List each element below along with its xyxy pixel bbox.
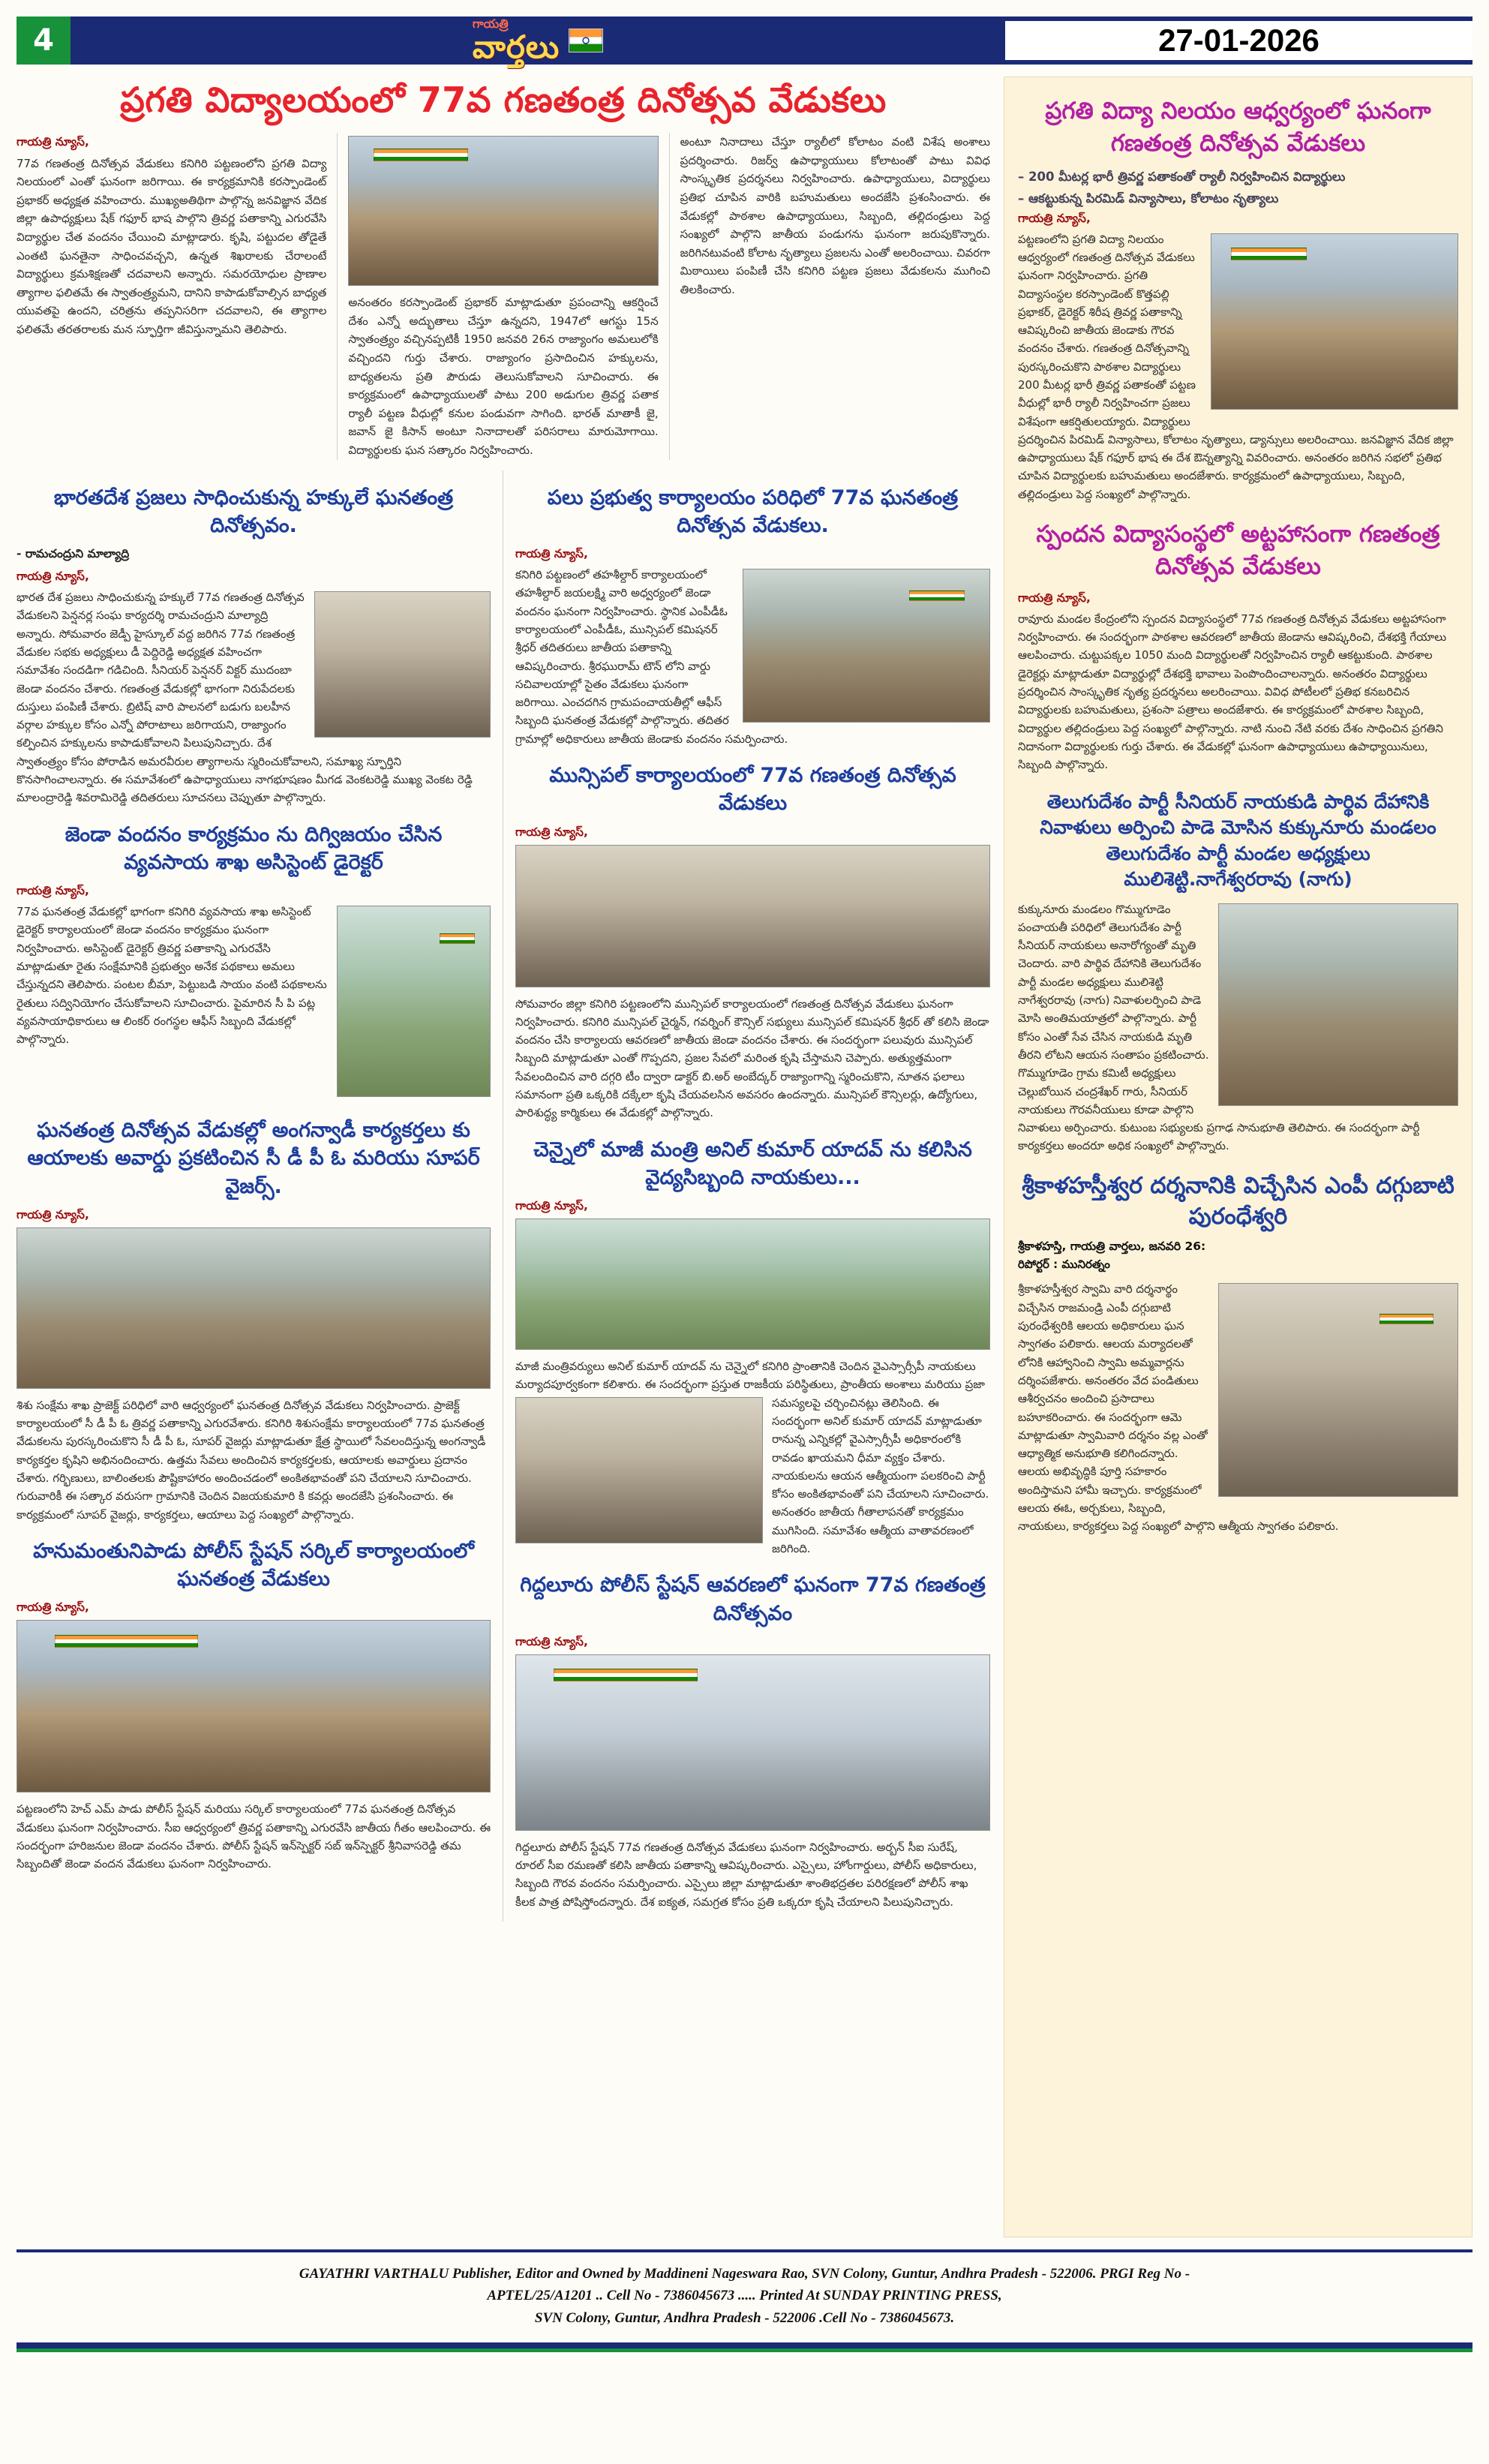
article-anganwadi [17,1116,491,1524]
article-headline: ప్రగతి విద్యా నిలయం ఆధ్వర్యంలో ఘనంగా గణతంత్ర దినోత్సవ వేడుకలు [1045,98,1431,158]
lead-column-1 [17,133,337,459]
headline-bullet: – 200 మీటర్ల భారీ త్రివర్ణ పతాకంతో ర్యాలీ నిర్వహించిన విద్యార్థులు [1018,169,1346,184]
news-kicker: గాయత్రి న్యూస్, [1018,590,1091,605]
article-photo [314,591,491,738]
right-column [1004,77,1472,2237]
article-headline: గిద్దలూరు పోలీస్ స్టేషన్ ఆవరణలో ఘనంగా 77వ గణతంత్ర దినోత్సవం [520,1573,986,1625]
masthead-text [473,18,560,63]
india-flag-icon [569,29,603,53]
article-headline: జెండా వందనం కార్యక్రమం ను దిగ్విజయం చేసిన వ్యవసాయ శాఖ అసిస్టెంట్ డైరెక్టర్ [65,822,443,874]
edition-date: 27-01-2026 [1005,17,1472,65]
news-kicker: గాయత్రి న్యూస్, [17,569,89,584]
article-headline: ఘనతంత్ర దినోత్సవ వేడుకల్లో అంగన్వాడీ కార్యకర్తలు కు ఆయాలకు అవార్డు ప్రకటించిన సీ డీ పీ ఓ మరియు సూపర్ వైజర్స్. [27,1119,480,1198]
article-govt-offices [515,484,990,748]
article-photo [337,906,491,1097]
imprint-line-3: SVN Colony, Guntur, Andhra Pradesh - 522006 .Cell No - 7386045673. [534,2309,955,2326]
lead-article [17,80,990,460]
article-tdp-tribute [1018,789,1458,1155]
lead-article-photo [348,136,658,286]
article-giddalur-police [515,1571,990,1911]
article-body: భారత దేశ ప్రజలు సాధించుకున్న హక్కులే 77వ గణతంత్ర దినోత్సవ వేడుకలని పెన్షనర్ల సంఘ కార్యదర్శి రామచంద్రుని మాల్యాద్రి అన్నారు. సోమవారం జెడ్పీ హైస్కూల్ వద్ద జరిగిన 77వ గణతంత్ర వేడుకల సభకు అధ్యక్షులు డీ పెద్దిరెడ్డి అధ్యక్షత వహించగా సమావేశం సందడిగా గడిచింది. సీనియర్ పెన్షనర్ విక్టర్ ముదంబా జెండా వందనం చేశారు. గణతంత్ర వేడుకల్లో భాగంగా నిరుపేదలకు దుస్తులు పంపిణీ చేశారు. బ్రిటిష్ వారి పాలనలో బడుగు బలహీన వర్గాల హక్కుల కోసం ఎన్నో పోరాటాలు జరిగాయని, రాజ్యాంగం కల్పించిన హక్కులను కాపాడుకోవాలని పిలుపునిచ్చారు. దేశ స్వాతంత్ర్యం కోసం పోరాడిన అమరవీరుల త్యాగాలను స్మరించుకోవాలని, సమాఖ్య స్ఫూర్తిని కొనసాగించాలన్నారు. ఈ సమావేశంలో ఉపాధ్యాయులు నాగభూషణం మీగడ వెంకటరెడ్డి ముఖ్య వెంకట రెడ్డి మాలంద్రారెడ్డి శివరామిరెడ్డి తదితరులు సూచనలు చెప్పుతూ పాల్గొన్నారు. [17,590,473,805]
news-kicker: గాయత్రి న్యూస్, [17,884,89,898]
article-body: సోమవారం జిల్లా కనిగిరి పట్టణంలోని మున్సిపల్ కార్యాలయంలో గణతంత్ర దినోత్సవ వేడుకలు ఘనంగా నిర్వహించారు. కనిగిరి మున్సిపల్ చైర్మన్, గవర్నింగ్ కౌన్సిల్ సభ్యులు మున్సిపల్ కమిషనర్ శ్రీధర్ తో కలిసి జెండా వందనం చేసి కార్యాలయ ఆవరణలో జాతీయ జెండా వందనం చేశారు. ఈ సందర్భంగా పలువురు మున్సిపల్ సిబ్బంది మాట్లాడుతూ ఎంతో గొప్పదని, ప్రజల సేవలో మరింత కృషి చేస్తామని చెప్పారు. అత్యుత్తమంగా సేవలందించిన వారి దగ్గరి టీం ద్వారా డాక్టర్ బి.అర్ అంబేద్కర్ రాజ్యాంగాన్ని స్మరించుకొని, నూతన ఫలాలు సమానంగా ప్రతి ఒక్కరికి దక్కేలా కృషి చేయవలసిన అవసరం ఉందన్నారు. మున్సిపల్ కౌన్సిలర్లు, ఉద్యోగులు, పారిశుద్ధ్య కార్మికులు ఈ వేడుకల్లో పాల్గొన్నారు. [515,996,989,1120]
article-headline: చెన్నైలో మాజీ మంత్రి అనిల్ కుమార్ యాదవ్ ను కలిసిన వైద్యసిబ్బంది నాయకులు... [533,1137,972,1189]
imprint-line-1: GAYATHRI VARTHALU Publisher, Editor and Owned by Maddineni Nageswara Rao, SVN Colony, Guntur, Andhra Pradesh - 522006. PRGI Reg No - [299,2266,1190,2282]
article-photo [17,1227,491,1389]
news-kicker: గాయత్రి న్యూస్, [17,1600,89,1615]
masthead-prefix: గాయత్రి [472,17,509,31]
article-mp-temple-visit [1018,1170,1458,1536]
footer-navy-rule [17,2342,1472,2348]
article-chennai-meeting [515,1136,990,1558]
article-photo [515,1397,763,1543]
article-body: కనిగిరి పట్టణంలో తహశీల్దార్ కార్యాలయంలో తహశీల్దార్ జయలక్ష్మి వారి అధ్వర్యంలో జెండా వందనం ఘనంగా నిర్వహించారు. స్థానిక ఎంపీడీఓ కార్యాలయంలో ఎంపీడీఓ, మున్సిపల్ కమిషనర్ శ్రీధర్ తదితరులు జాతీయ పతాకాన్ని ఆవిష్కరించారు. శ్రీరఘురామ్ టౌన్ లోని వార్డు సచివాలయాల్లో సైతం వేడుకలు ఘనంగా జరిగాయి. ఎంచదగిన గ్రామపంచాయతీల్లో ఆఫీస్ సిబ్బంది ఘనతంత్ర వేడుకల్లో పాల్గొన్నారు. తదితర గ్రామాల్లో అధికారులు జాతీయ జెండాకు వందనం సమర్పించారు. [515,568,788,746]
article-headline: భారతదేశ ప్రజలు సాధించుకున్న హక్కులే ఘనతంత్ర దినోత్సవం. [53,485,454,537]
article-body: శ్రీకాళహస్తీశ్వర స్వామి వారి దర్శనార్థం విచ్చేసిన రాజమండ్రి ఎంపీ దగ్గుబాటి పురంధేశ్వరికి ఆలయ అధికారులు ఘన స్వాగతం పలికారు. ఆలయ మర్యాదలతో లోనికి ఆహ్వానించి స్వామి అమ్మవార్లను దర్శింపజేశారు. అనంతరం వేద పండితులు ఆశీర్వచనం అందించి ప్రసాదాలు బహూకరించారు. ఈ సందర్భంగా ఆమె మాట్లాడుతూ స్వామివారి దర్శనం వల్ల ఎంతో ఆధ్యాత్మిక అనుభూతి కలిగిందన్నారు. ఆలయ అభివృద్ధికి పూర్తి సహకారం అందిస్తామని హామీ ఇచ్చారు. కార్యక్రమంలో ఆలయ ఈఓ, అర్చకులు, సిబ్బంది, నాయకులు, కార్యకర్తలు పెద్ద సంఖ్యలో పాల్గొని ఆత్మీయ స్వాగతం పలికారు. [1018,1282,1339,1534]
news-kicker: గాయత్రి న్యూస్, [1018,211,1091,225]
article-dateline: శ్రీకాళహస్తి, గాయత్రి వార్తలు, జనవరి 26: [1018,1240,1206,1254]
article-body: శిశు సంక్షేమ శాఖ ప్రాజెక్ట్ పరిధిలో వారి ఆధ్వర్యంలో ఘనతంత్ర దినోత్సవ వేడుకలు నిర్వహించారు. ప్రాజెక్ట్ కార్యాలయంలో సీ డీ పీ ఓ త్రివర్ణ పతాకాన్ని ఎగురవేశారు. కనిగిరి శిశుసంక్షేమ కార్యాలయంలో 77వ ఘనతంత్ర వేడుకలను పురస్కరించుకొని సీ డీ పీ ఓ, సూపర్ వైజర్లు మాట్లాడుతూ క్షేత్ర స్థాయిలో సేవలందిస్తున్న అంగన్వాడీ కార్యకర్తల కృషిని అభినందించారు. ఉత్తమ సేవలు అందించిన కార్యకర్తలకు, ఆయాలకు అవార్డులు ప్రదానం చేశారు. గర్భిణులు, బాలింతలకు పౌష్టికాహారం అందించడంలో అంకితభావంతో పని చేయాలని సూచించారు. గురువారికీ ఈ సత్కార వరుసగా గ్రామానికి చెందిన విజయకుమారి కి కవర్లు అందజేసి ప్రశంసించారు. ఈ కార్యక్రమంలో సూపర్ వైజర్లు, కార్యకర్తలు, ఆయాలు పెద్ద సంఖ్యలో పాల్గొన్నారు. [17,1398,486,1522]
article-headline: శ్రీకాళహస్తీశ్వర దర్శనానికి విచ్చేసిన ఎంపీ దగ్గుబాటి పురంధేశ్వరి [1022,1172,1454,1230]
lead-text-1: 77వ గణతంత్ర దినోత్సవ వేడుకలు కనిగిరి పట్టణంలోని ప్రగతి విద్యా నిలయంలో ఎంతో ఘనంగా జరిగాయి. ఈ కార్యక్రమానికి కరస్పాండెంట్ ప్రభాకర్ అధ్యక్షత వహించారు. ముఖ్యఅతిథిగా పాల్గొన్న జనవిజ్ఞాన వేదిక జిల్లా ఉపాధ్యక్షులు షేక్ గఫూర్ భాష పాల్గొని త్రివర్ణ పతాకాన్ని ఎగురవేసి విద్యార్థుల చేత వందనం చేయించి మాట్లాడారు. కృషి, పట్టుదల తోడైతే ఎంతటి ఘనతైనా సాధించవచ్చని, ఉన్నత శిఖరాలకు చేరాలంటే విద్యార్థులు క్రమశిక్షణతో చదవాలని అన్నారు. సమరయోధుల ప్రాణాల త్యాగాల ఫలితమే ఈ స్వాతంత్ర్యమని, దానిని కాపాడుకోవాల్సిన బాధ్యత యువతపై ఉందని, చరిత్రను తప్పనిసరిగా చదవాలని, ఈ త్యాగాల ఫలితమే తరతరాలకు మన స్ఫూర్తిగా జీవిస్తున్నామని తెలిపారు. [17,156,327,336]
article-headline: తెలుగుదేశం పార్టీ సీనియర్ నాయకుడి పార్థివ దేహానికి నివాళులు అర్పించి పాడె మోసిన కుక్కునూరు మండలం తెలుగుదేశం పార్టీ మండల అధ్యక్షులు ములిశెట్టి.నాగేశ్వరరావు (నాగు) [1040,790,1436,891]
headline-bullet: – ఆకట్టుకున్న పిరమిడ్ విన్యాసాలు, కోలాటం నృత్యాలు [1018,191,1279,206]
article-municipal [515,762,990,1122]
footer-green-rule [17,2348,1472,2352]
lead-column-2 [337,133,669,459]
article-byline: - రామచంద్రుని మాల్యాద్రి [17,547,130,561]
article-photo [515,1218,990,1350]
article-reporter: రిపోర్టర్ : మునిరత్నం [1018,1258,1110,1272]
article-body: 77వ ఘనతంత్ర వేడుకల్లో భాగంగా కనిగిరి వ్యవసాయ శాఖ అసిస్టెంట్ డైరెక్టర్ కార్యాలయంలో జెండా వందనం కార్యక్రమం ఘనంగా నిర్వహించారు. అసిస్టెంట్ డైరెక్టర్ త్రివర్ణ పతాకాన్ని ఎగురవేసి మాట్లాడుతూ రైతు సంక్షేమానికి ప్రభుత్వం అనేక పథకాలు అమలు చేస్తున్నదని తెలిపారు. పంటల బీమా, పెట్టుబడి సాయం వంటి పథకాలను రైతులు సద్వినియోగం చేసుకోవాలని సూచించారు. పైమారిన సీ పి పట్ల వ్యవసాయాధికారులు ఆ లింకర్ రంగస్థల ఆఫీస్ సిబ్బంది వేడుకల్లో పాల్గొన్నారు. [17,905,327,1047]
lower-columns [17,470,990,1922]
imprint-line-2: APTEL/25/A1201 .. Cell No - 7386045673 ..... Printed At SUNDAY PRINTING PRESS, [487,2288,1002,2304]
article-agriculture [17,821,491,1104]
news-kicker: గాయత్రి న్యూస్, [515,1199,588,1213]
news-kicker: గాయత్రి న్యూస్, [515,825,588,839]
article-photo [515,1654,990,1831]
page-header [17,17,1472,65]
article-headline: మున్సిపల్ కార్యాలయంలో 77వ గణతంత్ర దినోత్సవ వేడుకలు [549,764,956,816]
article-body: పట్టణంలోని ప్రగతి విద్యా నిలయం ఆధ్వర్యంలో గణతంత్ర దినోత్సవ వేడుకలు ఘనంగా నిర్వహించారు. ప్రగతి విద్యాసంస్థల కరస్పాండెంట్ కొత్తపల్లి ప్రభాకర్, డైరెక్టర్ శిరీష త్రివర్ణ పతాకాన్ని ఆవిష్కరించి జాతీయ జెండాకు గౌరవ వందనం చేశారు. గణతంత్ర దినోత్సవాన్ని పురస్కరించుకొని పాఠశాల విద్యార్థులు 200 మీటర్ల భారీ త్రివర్ణ పతాకంతో పట్టణ వీధుల్లో భారీ ర్యాలీ నిర్వహించగా ప్రజలు విశేషంగా ఆకర్షితులయ్యారు. విద్యార్థులు ప్రదర్శించిన పిరమిడ్ విన్యాసాలు, కోలాటం నృత్యాలు, డ్యాన్సులు అలరించాయి. జనవిజ్ఞాన వేదిక జిల్లా ఉపాధ్యాయులు షేక్ గఫూర్ భాష ఈ దేశ ఔన్నత్యాన్ని వివరించారు. అనంతరం జరిగిన సభలో ప్రతిభ చూపిన విద్యార్థులకు బహుమతులు అందజేశారు. కార్యక్రమంలో ఉపాధ్యాయులు, సిబ్బంది, తల్లిదండ్రులు పెద్ద సంఖ్యలో పాల్గొన్నారు. [1018,232,1454,501]
lead-body [17,133,990,459]
news-kicker: గాయత్రి న్యూస్, [515,547,588,561]
article-police-circle [17,1537,491,1874]
article-body: పట్టణంలోని హెచ్ ఎమ్ పాడు పోలీస్ స్టేషన్ మరియు సర్కిల్ కార్యాలయంలో 77వ ఘనతంత్ర దినోత్సవ వేడుకలు ఘనంగా నిర్వహించారు. సీఐ ఆధ్వర్యంలో త్రివర్ణ పతాకాన్ని ఎగురవేసి జాతీయ గీతం ఆలపించారు. ఈ సందర్భంగా హరిజనుల జెండా వందనం చేశారు. పోలీస్ స్టేషన్ ఇన్‌స్పెక్టర్ సబ్ ఇన్‌స్పెక్టర్ శ్రీనివాసరెడ్డి తమ సిబ్బందితో జెండా వందన వేడుకలు ఘనంగా నిర్వహించారు. [17,1802,491,1871]
article-body: గిద్దలూరు పోలీస్ స్టేషన్ 77వ గణతంత్ర దినోత్సవ వేడుకలు ఘనంగా నిర్వహించారు. అర్బన్ సీఐ సురేష్, రూరల్ సీఐ రమణతో కలిసి జాతీయ పతాకాన్ని ఆవిష్కరించారు. ఎస్సైలు, హోంగార్డులు, పోలీస్ అధికారులు, సిబ్బంది గౌరవ వందనం సమర్పించారు. ఎస్సైలు జిల్లా మాట్లాడుతూ శాంతిభద్రతల పరిరక్షణలో పోలీస్ శాఖ కీలక పాత్ర పోషిస్తోందన్నారు. దేశ ఐక్యత, సమగ్రత కోసం ప్రతి ఒక్కరూ కృషి చేయాలని పిలుపునిచ్చారు. [515,1840,977,1909]
article-photo [1218,1283,1458,1497]
article-body: మాజీ మంత్రివర్యులు అనిల్ కుమార్ యాదవ్ ను చెన్నైలో కనిగిరి ప్రాంతానికి చెందిన వైఎస్సార్సీపీ నాయకులు మర్యాదపూర్వకంగా కలిశారు. ఈ సందర్భంగా ప్రస్తుత రాజకీయ పరిస్థితులు, ప్రాంతీయ అంశాలు మరియు ప్రజా సమస్యలపై చర్చించినట్లు తెలిసింది. [515,1360,985,1410]
article-photo [17,1620,491,1792]
article-body-2: ఈ సందర్భంగా అనిల్ కుమార్ యాదవ్ మాట్లాడుతూ రానున్న ఎన్నికల్లో వైఎస్సార్సీపీ అధికారంలోకి రావడం ఖాయమని ధీమా వ్యక్తం చేశారు. నాయకులను ఆయన ఆత్మీయంగా పలకరించి పార్టీ కోసం అంకితభావంతో పని చేయాలని సూచించారు. అనంతరం జాతీయ గీతాలాపనతో కార్యక్రమం ముగిసింది. సమావేశం ఆత్మీయ వాతావరణంలో జరిగింది. [772,1396,989,1556]
article-body: రావూరు మండల కేంద్రంలోని స్పందన విద్యాసంస్థలో 77వ గణతంత్ర దినోత్సవ వేడుకలు అట్టహాసంగా నిర్వహించారు. ఈ సందర్భంగా పాఠశాల ఆవరణలో జాతీయ జెండాను ఆవిష్కరించి, దేశభక్తి గేయాలు ఆలపించారు. చుట్టుపక్కల 1050 మంది విద్యార్థులతో నిర్వహించిన ర్యాలీ ఆకట్టుకుంది. పాఠశాల డైరెక్టర్లు మాట్లాడుతూ విద్యార్థుల్లో దేశభక్తి భావాలు పెంపొందించాలన్నారు. అనంతరం విద్యార్థులు ప్రదర్శించిన సాంస్కృతిక నృత్య ప్రదర్శనలు అలరించాయి. వివిధ పోటీలలో ప్రతిభ కనబరిచిన విద్యార్థులకు బహుమతులు, ప్రశంసా పత్రాలు అందజేశారు. ఈ కార్యక్రమంలో పాఠశాల సిబ్బంది, విద్యార్థుల తల్లిదండ్రులు పెద్ద సంఖ్యలో పాల్గొన్నారు. నాటి నుంచి నేటి వరకు దేశం సాధించిన ప్రగతిని నిదానంగా విద్యార్థులకు గుర్తు చేశారు. ఈ వేడుకల్లో ఘనంగా ఉపాధ్యాయులు ఉపాధ్యాయినులు, సిబ్బంది పాల్గొన్నారు. [1018,611,1447,772]
article-headline: పలు ప్రభుత్వ కార్యాలయం పరిధిలో 77వ ఘనతంత్ర దినోత్సవ వేడుకలు. [547,485,959,537]
news-kicker: గాయత్రి న్యూస్, [17,135,89,149]
article-pragati-rally [1018,95,1458,503]
article-rights [17,484,491,807]
article-photo [1218,903,1458,1106]
article-spandana [1018,518,1458,774]
article-photo [515,845,990,987]
article-body: కుక్కునూరు మండలం గొమ్ముగూడెం పంచాయతీ పరిధిలో తెలుగుదేశం పార్టీ సీనియర్ నాయకులు అనారోగ్యంతో మృతి చెందారు. వారి పార్థివ దేహానికి తెలుగుదేశం పార్టీ మండల అధ్యక్షులు ములిశెట్టి నాగేశ్వరరావు (నాగు) నివాళులర్పించి పాడె మోసి అంతిమయాత్రలో పాల్గొన్నారు. పార్టీ కోసం ఎంతో సేవ చేసిన నాయకుడి మృతి తీరని లోటని ఆయన సంతాపం ప్రకటించారు. గొమ్ముగూడెం గ్రామ కమిటీ అధ్యక్షులు చెల్లుబోయిన చంద్రశేఖర్ గారు, సీనియర్ నాయకులు గౌరవనీయులు కూడా పాల్గొని నివాళులు అర్పించారు. కుటుంబ సభ్యులకు ప్రగాఢ సానుభూతి తెలిపారు. ఈ సందర్భంగా పార్టీ కార్యకర్తలు అందరూ అధిక సంఖ్యలో పాల్గొన్నారు. [1018,902,1420,1153]
main-zone [17,77,990,2237]
lead-text-3: అంటూ నినాదాలు చేస్తూ ర్యాలీలో కోలాటం వంటి విశేష అంశాలు ప్రదర్శించారు. రిజర్వ్ ఉపాధ్యాయులు కోలాటంతో పాటు వివిధ సాంస్కృతిక ప్రదర్శనలు నిర్వహించారు. ఉపాధ్యాయులు, విద్యార్థులు ప్రతిభ చూపిన వారికి బహుమతులు అందజేసి ప్రశంసించారు. ఈ వేడుకల్లో పాఠశాల ఉపాధ్యాయులు, సిబ్బంది, తల్లిదండ్రులు పెద్ద సంఖ్యలో పాల్గొని జాతీయ పండుగను ఘనంగా జరుపుకొన్నారు. జరిగినటువంటి కోలాట నృత్యాలు ప్రజలను ఎంతో అలరించాయి. చివరగా మిఠాయిలు పంపిణీ చేసి కనిగిరి పట్టణ ప్రజలు వేడుకలను ముగించి తిలకించారు. [680,135,990,296]
masthead-title: వార్తలు [472,29,560,65]
article-photo [743,569,990,723]
lead-headline: ప్రగతి విద్యాలయంలో 77వ గణతంత్ర దినోత్సవ వేడుకలు [120,80,887,120]
news-kicker: గాయత్రి న్యూస్, [515,1634,588,1648]
page-content [17,77,1472,2237]
article-headline: హనుమంతునిపాడు పోలీస్ స్టేషన్ సర్కిల్ కార్యాలయంలో ఘనతంత్ర వేడుకలు [33,1539,474,1591]
news-kicker: గాయత్రి న్యూస్, [17,1207,89,1221]
masthead [473,18,603,63]
article-headline: స్పందన విద్యాసంస్థలో అట్టహాసంగా గణతంత్ర దినోత్సవ వేడుకలు [1036,521,1440,581]
left-column [17,470,503,1922]
lead-text-2: అనంతరం కరస్పాండెంట్ ప్రభాకర్ మాట్లాడుతూ ప్రపంచాన్ని ఆకర్షించే దేశం ఎన్నో అద్భుతాలు చేస్తూ ఉన్నదని, 1947లో ఆగస్టు 15న స్వాతంత్ర్యం వచ్చినప్పటికీ 1950 జనవరి 26న రాజ్యాంగం అమలులోకి వచ్చిందని గుర్తు చేశారు. రాజ్యాంగం ప్రసాదించిన హక్కులను, బాధ్యతలను ప్రతి పౌరుడు తెలుసుకోవాలని సూచించారు. ఈ కార్యక్రమంలో ఉపాధ్యాయులతో పాటు 200 అడుగుల త్రివర్ణ పతాక ర్యాలీ పట్టణ వీధుల్లో కనుల పండువగా సాగింది. భారత్ మాతాకీ జై, జవాన్ జై కిసాన్ అంటూ నినాదాలతో పరిసరాలు మారుమోగాయి. విద్యార్థులకు ఘన సత్కారం నిర్వహించారు. [348,296,659,457]
lead-column-3 [670,133,990,459]
article-photo [1211,233,1458,410]
middle-column [503,470,990,1922]
page-number: 4 [17,17,71,65]
masthead-band [71,17,1005,65]
imprint-footer [17,2249,1472,2335]
